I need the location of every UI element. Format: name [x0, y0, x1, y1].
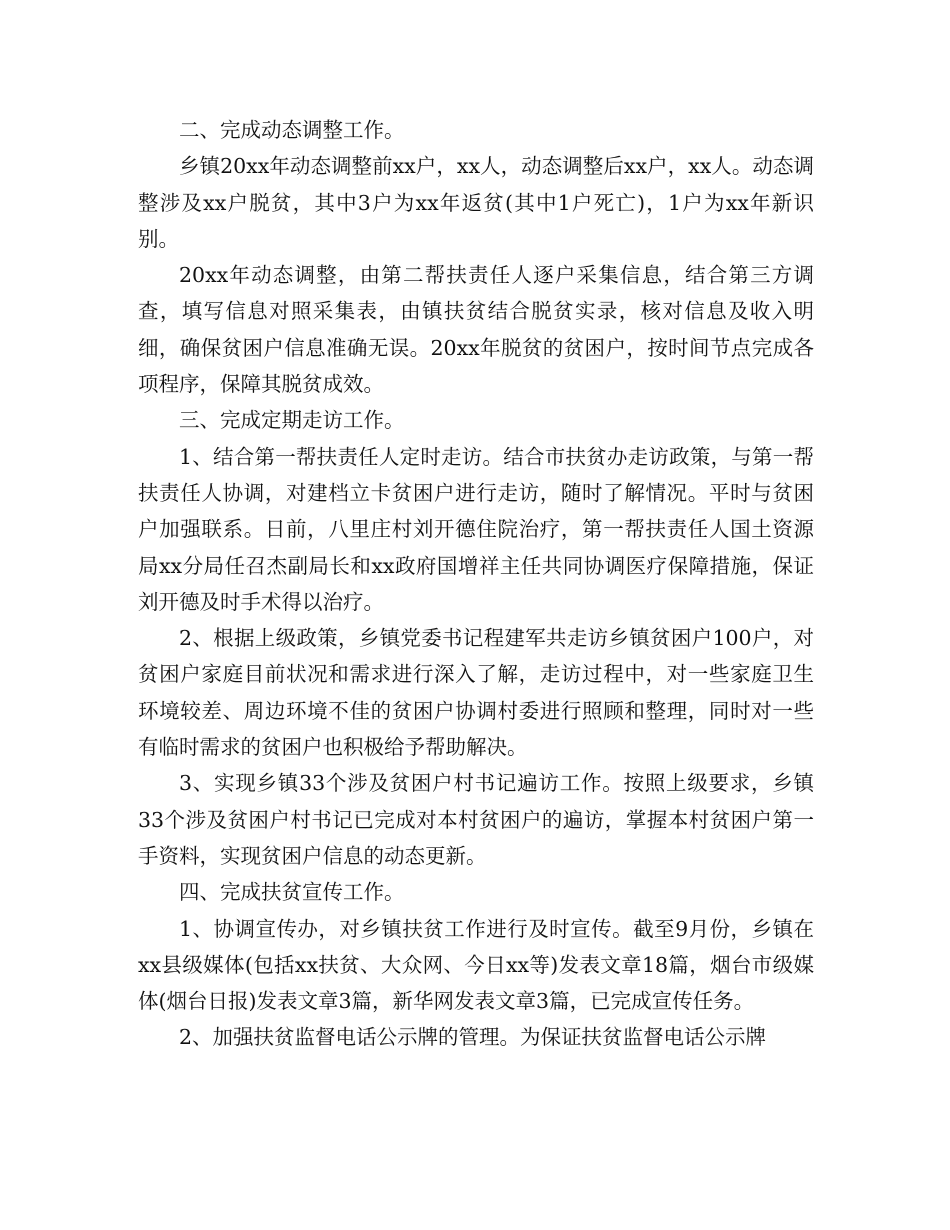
paragraph-visit-item-3: 3、实现乡镇33个涉及贫困户村书记遍访工作。按照上级要求，乡镇33个涉及贫困户村书记已完成对本村贫困户的遍访，掌握本村贫困户第一手资料，实现贫困户信息的动态更新。 [138, 771, 814, 868]
document-body [138, 112, 814, 1056]
heading-regular-visits: 三、完成定期走访工作。 [179, 408, 405, 433]
heading-dynamic-adjustment: 二、完成动态调整工作。 [179, 118, 405, 142]
paragraph-adjustment-process: 20xx年动态调整，由第二帮扶责任人逐户采集信息，结合第三方调查，填写信息对照采集表，由镇扶贫结合脱贫实录，核对信息及收入明细，确保贫困户信息准确无误。20xx年脱贫的贫困户，按时间节点完成各项程序，保障其脱贫成效。 [138, 263, 814, 397]
paragraph-visit-item-2: 2、根据上级政策，乡镇党委书记程建军共走访乡镇贫困户100户，对贫困户家庭目前状况和需求进行深入了解，走访过程中，对一些家庭卫生环境较差、周边环境不佳的贫困户协调村委进行照顾和整理，同时对一些有临时需求的贫困户也积极给予帮助解决。 [138, 626, 814, 760]
heading-publicity: 四、完成扶贫宣传工作。 [179, 880, 405, 905]
paragraph-publicity-item-1: 1、协调宣传办，对乡镇扶贫工作进行及时宣传。截至9月份，乡镇在xx县级媒体(包括xx扶贫、大众网、今日xx等)发表文章18篇，烟台市级媒体(烟台日报)发表文章3篇，新华网发表文章3篇，已完成宣传任务。 [138, 916, 814, 1014]
paragraph-publicity-item-2: 2、加强扶贫监督电话公示牌的管理。为保证扶贫监督电话公示牌 [179, 1025, 767, 1050]
paragraph-visit-item-1: 1、结合第一帮扶责任人定时走访。结合市扶贫办走访政策，与第一帮扶责任人协调，对建档立卡贫困户进行走访，随时了解情况。平时与贫困户加强联系。日前，八里庄村刘开德住院治疗，第一帮扶责任人国土资源局xx分局任召杰副局长和xx政府国增祥主任共同协调医疗保障措施，保证刘开德及时手术得以治疗。 [138, 444, 814, 614]
paragraph-adjustment-stats: 乡镇20xx年动态调整前xx户，xx人，动态调整后xx户，xx人。动态调整涉及xx户脱贫，其中3户为xx年返贫(其中1户死亡)，1户为xx年新识别。 [138, 154, 814, 251]
